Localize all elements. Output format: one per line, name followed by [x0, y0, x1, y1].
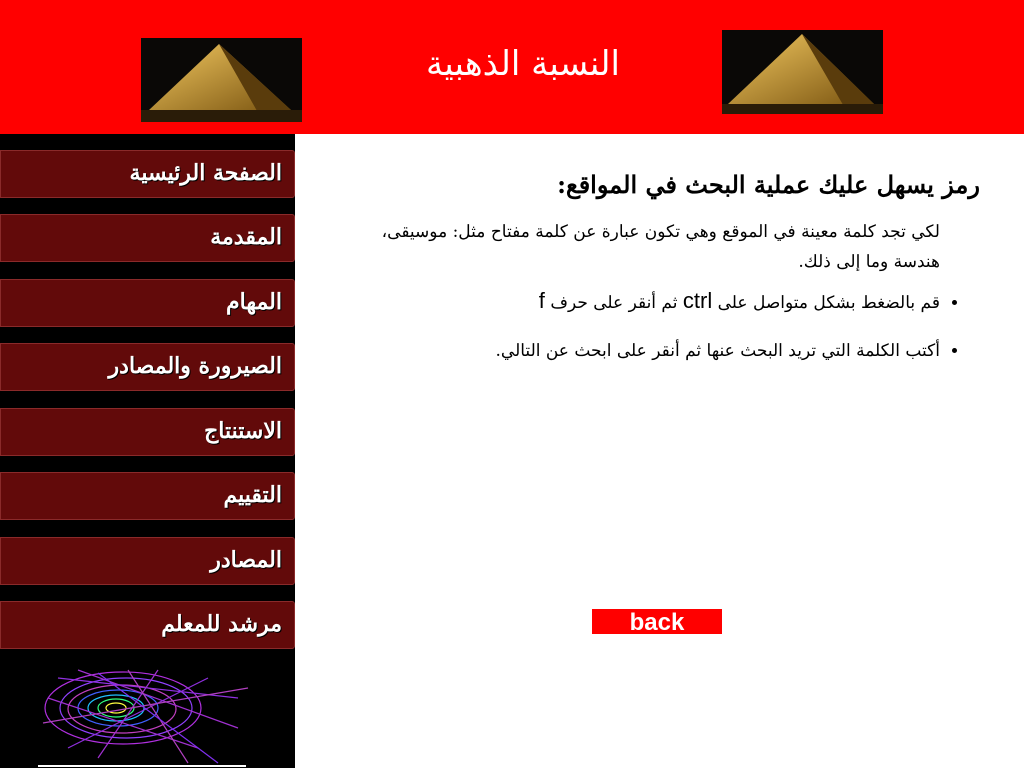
nav-item-introduction[interactable]: المقدمة [0, 214, 295, 262]
nav-item-evaluation[interactable]: التقييم [0, 472, 295, 520]
f-key-text: f [538, 288, 545, 313]
bullet1-text-start: قم بالضغط بشكل متواصل على [712, 293, 940, 313]
instruction-list [330, 287, 980, 365]
content-heading: رمز يسهل عليك عملية البحث في المواقع: [557, 170, 980, 199]
golden-spiral-image [38, 668, 263, 768]
main-content [330, 170, 980, 385]
list-item [330, 287, 940, 317]
site-title: النسبة الذهبية [425, 44, 620, 84]
spiral-underline [38, 765, 246, 767]
nav-item-home[interactable]: الصفحة الرئيسية [0, 150, 295, 198]
nav-item-tasks[interactable]: المهام [0, 279, 295, 327]
header-banner [0, 0, 1024, 134]
list-item: • أكتب الكلمة التي تريد البحث عنها ثم أنقر على ابحث عن التالي. [330, 337, 940, 365]
nav-item-conclusion[interactable]: الاستنتاج [0, 408, 295, 456]
pyramid-image-left [141, 38, 302, 122]
intro-paragraph: لكي تجد كلمة معينة في الموقع وهي تكون عبارة عن كلمة مفتاح مثل: موسيقى، هندسة وما إلى ذلك. [381, 222, 940, 272]
nav-item-sources[interactable]: المصادر [0, 537, 295, 585]
back-button[interactable]: back [592, 609, 722, 634]
pyramid-image-right [722, 30, 883, 114]
ctrl-key-text: ctrl [682, 288, 713, 313]
nav-item-teacher-guide[interactable]: مرشد للمعلم [0, 601, 295, 649]
nav-item-process-resources[interactable]: الصيرورة والمصادر [0, 343, 295, 391]
bullet1-text-middle: ثم أنقر على حرف [544, 293, 683, 313]
